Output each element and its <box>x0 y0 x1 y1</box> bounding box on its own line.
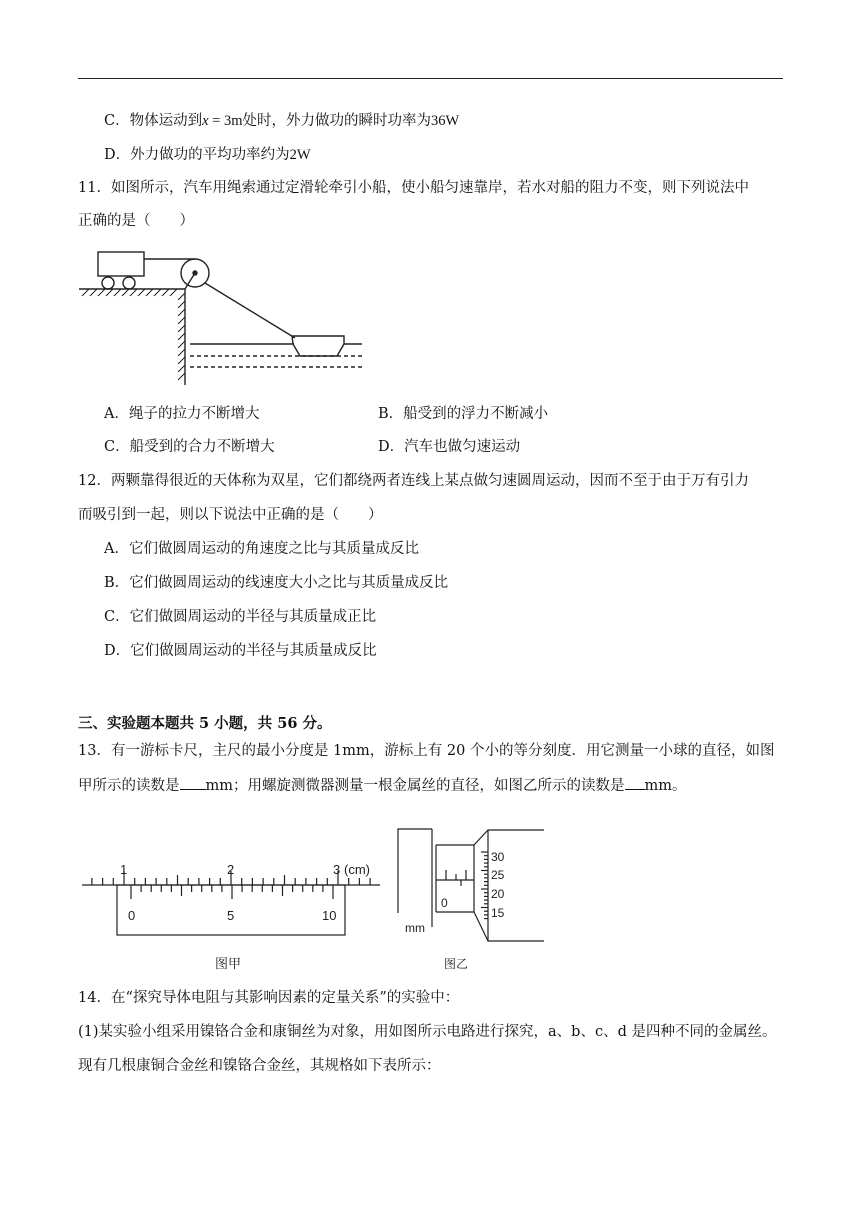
q14-sub1-line1: (1)某实验小组采用镍铬合金和康铜丝为对象，用如图所示电路进行探究，a、b、c、d 是四种不同的金属丝。 <box>78 1024 777 1040</box>
q12-option-a: A．它们做圆周运动的角速度之比与其质量成反比 <box>104 541 419 557</box>
q12-stem-line2: 而吸引到一起，则以下说法中正确的是（ ） <box>78 507 383 523</box>
sleeve-label-0: 0 <box>441 896 448 910</box>
thimble-label-15: 15 <box>491 906 505 920</box>
thimble-label-20: 20 <box>491 887 505 901</box>
q10-option-c-eq: = 3m <box>208 113 243 129</box>
vernier-label-10: 10 <box>322 908 337 923</box>
vernier-label-0: 0 <box>128 908 136 923</box>
q12-stem-line1: 12．两颗靠得很近的天体称为双星，它们都绕两者连线上某点做匀速圆周运动，因而不至于由于万有引力 <box>78 473 749 489</box>
main-label-2: 2 <box>227 862 235 877</box>
q12-option-b: B．它们做圆周运动的线速度大小之比与其质量成反比 <box>104 575 449 591</box>
micrometer-unit: mm <box>405 921 425 935</box>
vernier-label-5: 5 <box>227 908 235 923</box>
q10-option-c-mid: 处时，外力做功的瞬时功率为 <box>242 113 432 129</box>
q10-option-d-prefix: D．外力做功的平均功率约为 <box>104 147 290 163</box>
section-3-title: 三、实验题本题共 5 小题，共 56 分。 <box>78 715 332 732</box>
q11-stem-line2: 正确的是（ ） <box>78 213 194 229</box>
q13-stem-part2: mm；用螺旋测微器测量一根金属丝的直径，如图乙所示的读数是 <box>205 778 625 794</box>
q13-stem-part1: 甲所示的读数是 <box>78 778 180 794</box>
q10-option-d-value: 2W <box>289 147 311 163</box>
q14-sub1-line2: 现有几根康铜合金丝和镍铬合金丝，其规格如下表所示： <box>78 1058 441 1074</box>
q13-stem-line1: 13．有一游标卡尺，主尺的最小分度是 1mm，游标上有 20 个小的等分刻度．用它测量一小球的直径，如图 <box>78 743 775 759</box>
caption-jia: 图甲 <box>215 956 242 971</box>
q14-stem: 14．在“探究导体电阻与其影响因素的定量关系”的实验中： <box>78 990 460 1006</box>
q10-option-c-value: 36W <box>431 113 460 129</box>
q10-option-c-var: x <box>202 113 209 129</box>
caliper-unit: (cm) <box>344 862 370 877</box>
q11-option-b: B．船受到的浮力不断减小 <box>378 406 549 422</box>
thimble-label-25: 25 <box>491 868 505 882</box>
main-label-1: 1 <box>120 862 128 877</box>
q10-option-c-prefix: C．物体运动到 <box>104 113 203 129</box>
caption-yi: 图乙 <box>444 957 469 971</box>
q13-stem-part3: mm。 <box>644 778 687 794</box>
q11-option-d: D．汽车也做匀速运动 <box>378 439 521 455</box>
q12-option-d: D．它们做圆周运动的半径与其质量成反比 <box>104 643 377 659</box>
q11-option-a: A．绳子的拉力不断增大 <box>104 406 260 422</box>
main-label-3: 3 <box>333 862 341 877</box>
q11-stem-line1: 11．如图所示，汽车用绳索通过定滑轮牵引小船，使小船匀速靠岸，若水对船的阻力不变，则下列说法中 <box>78 180 749 196</box>
thimble-label-30: 30 <box>491 850 505 864</box>
q11-option-c: C．船受到的合力不断增大 <box>104 439 275 455</box>
q12-option-c: C．它们做圆周运动的半径与其质量成正比 <box>104 609 377 625</box>
